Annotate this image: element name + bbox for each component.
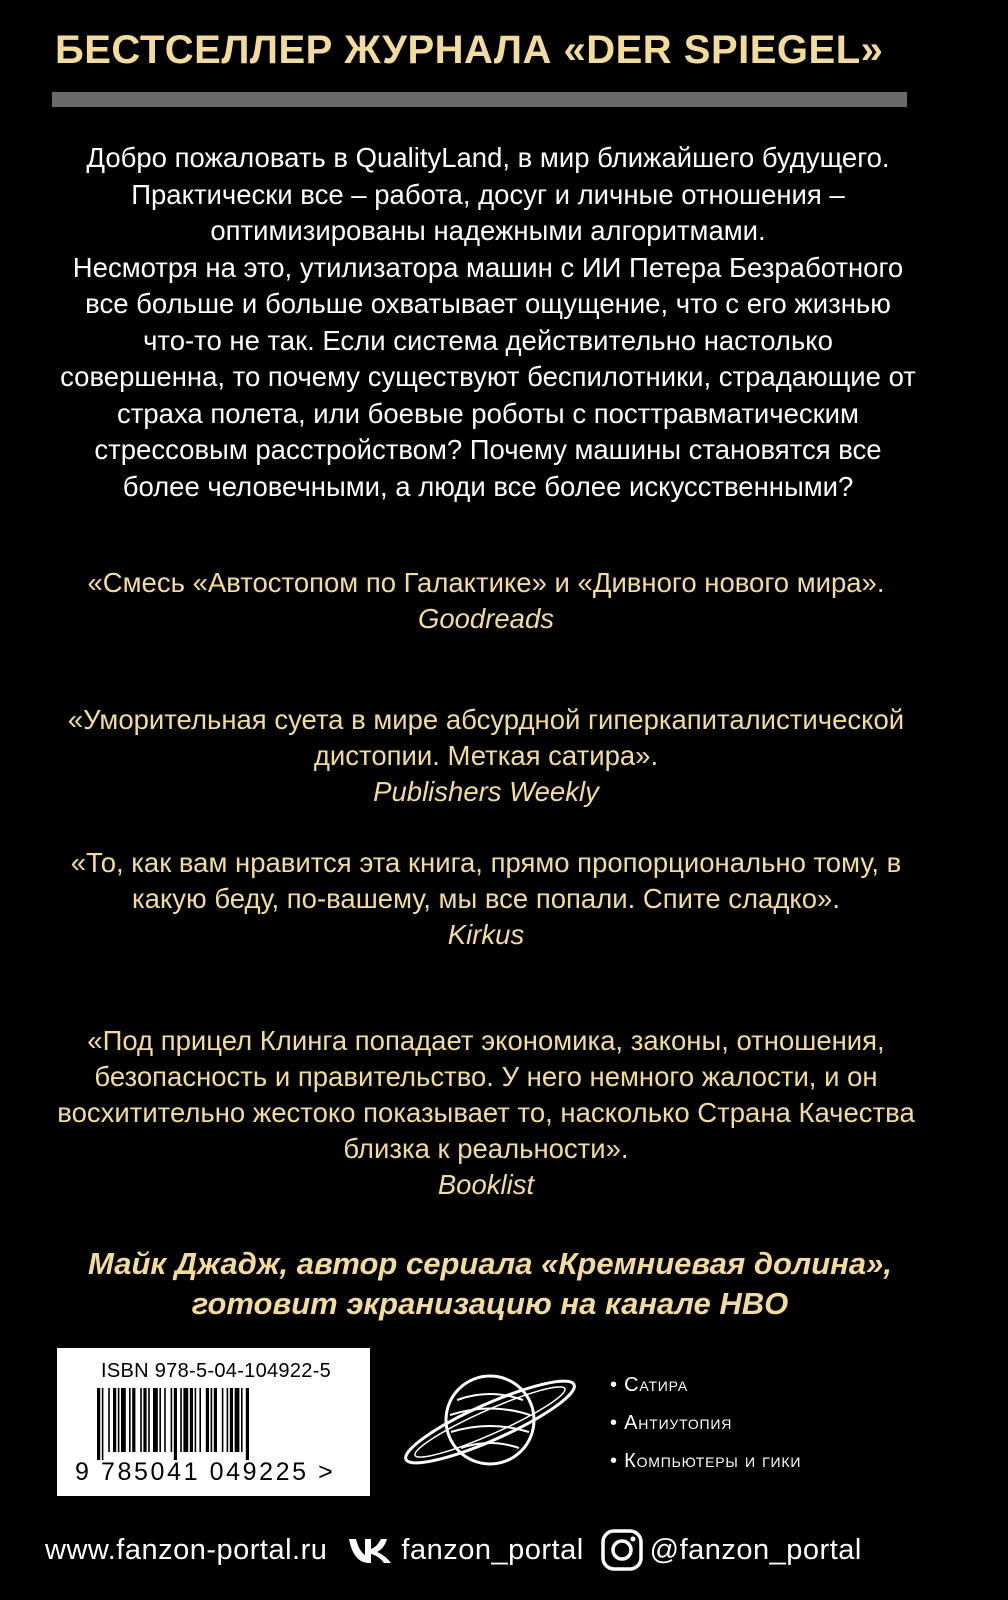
barcode-bar bbox=[190, 1388, 193, 1452]
footer bbox=[45, 1525, 945, 1575]
promo-line-2: готовит экранизацию на канале HBO bbox=[191, 1286, 789, 1321]
barcode-bar bbox=[211, 1388, 213, 1452]
barcode-bar bbox=[129, 1388, 131, 1452]
blurb-paragraph-1: Добро пожаловать в QualityLand, в мир ближайшего будущего. Практически все – работа, досуг и личные отношения – оптимизированы надежными алгоритмами. bbox=[86, 142, 890, 246]
planet-icon bbox=[395, 1360, 585, 1480]
ean-digits: 9 785041 049225 > bbox=[75, 1458, 336, 1486]
quote-source: Booklist bbox=[437, 1169, 535, 1200]
genre-tags bbox=[610, 1366, 801, 1480]
quote-source: Goodreads bbox=[417, 603, 555, 634]
genre-tag: • Компьютеры и гики bbox=[610, 1442, 801, 1480]
barcode-bar bbox=[132, 1388, 135, 1452]
quote-source: Kirkus bbox=[447, 919, 525, 950]
instagram-icon[interactable] bbox=[600, 1528, 644, 1572]
blurb bbox=[58, 140, 918, 505]
barcode-bar bbox=[171, 1388, 173, 1452]
genre-tag: • Антиутопия bbox=[610, 1404, 801, 1442]
barcode-bar bbox=[230, 1388, 233, 1452]
barcode bbox=[57, 1348, 370, 1496]
barcode-bar bbox=[148, 1388, 150, 1452]
barcode-bar bbox=[246, 1388, 249, 1460]
barcode-bar bbox=[227, 1388, 229, 1452]
quote-text: «Смесь «Автостопом по Галактике» и «Дивного нового мира». bbox=[87, 567, 885, 598]
review-quote bbox=[56, 1023, 916, 1203]
barcode-bar bbox=[164, 1388, 166, 1452]
blurb-paragraph-2: Несмотря на это, утилизатора машин с ИИ Петера Безработного все больше и больше охватывает ощущение, что с его жизнью что-то не так. Если система действительно настолько совершенна, то почему существуют беспилотники, страдающие от страха полета, или боевые роботы с посттравматическим стрессовым расстройством? Почему машины становятся все более человечными, а люди все более искусственными? bbox=[60, 251, 916, 502]
barcode-bar bbox=[108, 1388, 110, 1452]
barcode-bar bbox=[235, 1388, 240, 1452]
barcode-bar bbox=[143, 1388, 146, 1452]
barcode-bar bbox=[121, 1388, 126, 1452]
barcode-bar bbox=[241, 1388, 243, 1452]
headline: БЕСТСЕЛЛЕР ЖУРНАЛА «DER SPIEGEL» bbox=[55, 28, 884, 72]
barcode-bar bbox=[183, 1388, 188, 1452]
barcode-bar bbox=[195, 1388, 197, 1452]
divider bbox=[52, 92, 907, 107]
website-link[interactable]: www.fanzon-portal.ru bbox=[45, 1533, 328, 1566]
quote-source: Publishers Weekly bbox=[373, 776, 599, 807]
instagram-handle[interactable]: @fanzon_portal bbox=[649, 1533, 862, 1566]
quote-text: «Уморительная суета в мире абсурдной гиперкапиталистической дистопии. Меткая сатира». bbox=[67, 704, 905, 771]
barcode-bar bbox=[174, 1388, 177, 1460]
vk-handle[interactable]: fanzon_portal bbox=[401, 1533, 584, 1566]
adaptation-promo bbox=[40, 1244, 940, 1324]
isbn-number: ISBN 978-5-04-104922-5 bbox=[101, 1360, 332, 1382]
barcode-bar bbox=[222, 1388, 224, 1452]
barcode-bar bbox=[140, 1388, 142, 1452]
review-quote bbox=[56, 845, 916, 953]
review-quote bbox=[56, 565, 916, 637]
vk-icon[interactable] bbox=[347, 1535, 395, 1565]
quote-text: «То, как вам нравится эта книга, прямо пропорционально тому, в какую беду, по-вашему, мы все попали. Спите сладко». bbox=[70, 847, 902, 914]
genre-tag: • Сатира bbox=[610, 1366, 801, 1404]
promo-line-1: Майк Джадж, автор сериала «Кремниевая долина», bbox=[88, 1246, 892, 1281]
barcode-bar bbox=[214, 1388, 217, 1452]
quote-text: «Под прицел Клинга попадает экономика, законы, отношения, безопасность и правительство. У него немного жалости, и он восхитительно жестоко показывает то, насколько Страна Качества близка к реальности». bbox=[57, 1025, 915, 1164]
barcode-bar bbox=[180, 1388, 182, 1452]
barcode-bar bbox=[102, 1388, 104, 1460]
barcode-bar bbox=[97, 1388, 100, 1460]
review-quote bbox=[56, 702, 916, 810]
barcode-bar bbox=[206, 1388, 209, 1452]
barcode-bar bbox=[118, 1388, 120, 1452]
barcode-bar bbox=[113, 1388, 116, 1452]
barcode-bar bbox=[159, 1388, 161, 1452]
barcode-bar bbox=[153, 1388, 158, 1452]
barcode-bar bbox=[199, 1388, 201, 1452]
barcode-bars bbox=[97, 1388, 347, 1460]
